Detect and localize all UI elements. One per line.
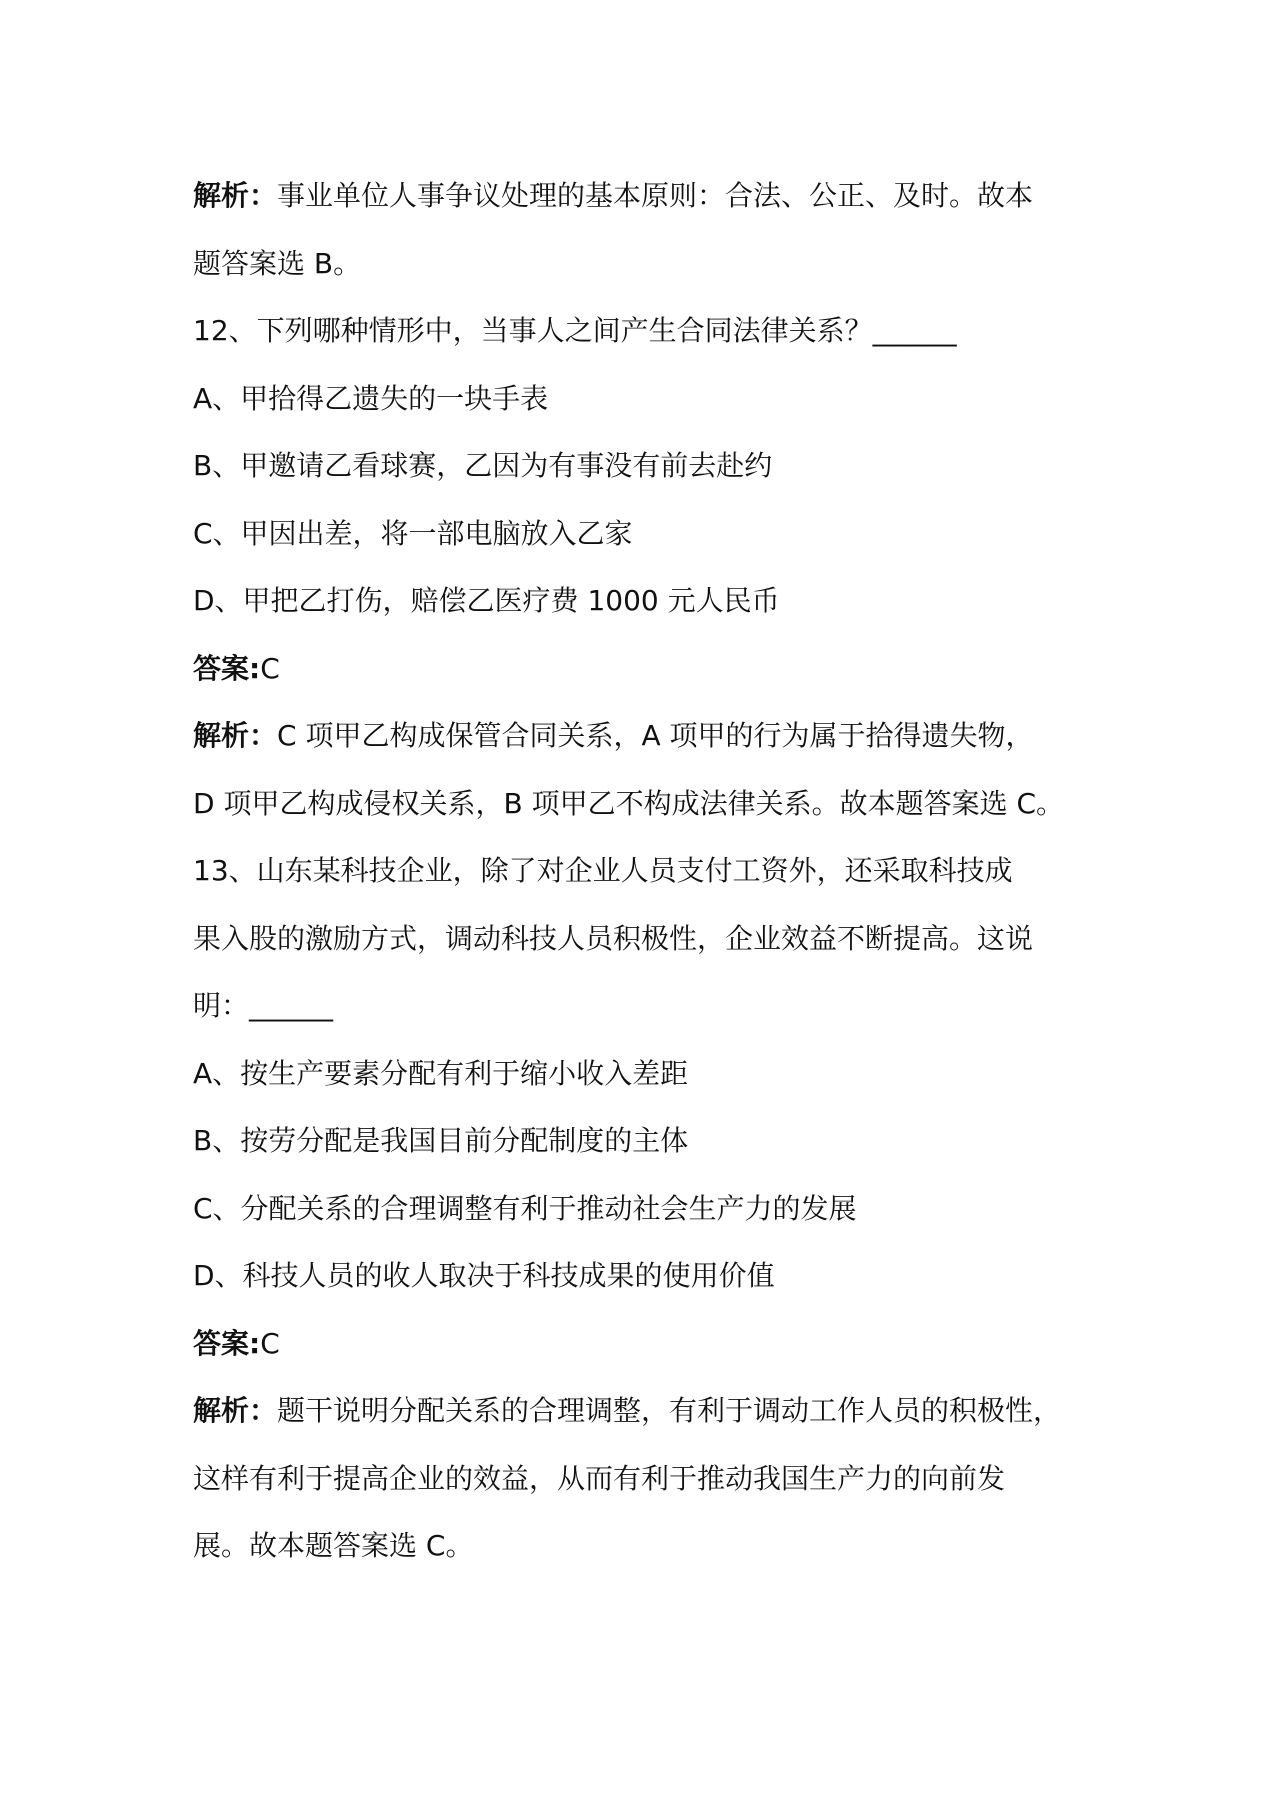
analysis-11-line-1 (193, 162, 1093, 230)
answer-value: C (260, 651, 280, 685)
question-13-line-3 (193, 972, 1093, 1040)
question-13-answer (193, 1310, 1093, 1378)
analysis-text: 题干说明分配关系的合理调整，有利于调动工作人员的积极性， (277, 1394, 1062, 1427)
analysis-label: 解析： (193, 179, 278, 212)
question-text: 12、下列哪种情形中，当事人之间产生合同法律关系？______ (193, 314, 957, 347)
analysis-label: 解析： (193, 1394, 278, 1427)
question-13-option-a (193, 1040, 1093, 1108)
question-12-analysis-line-2 (193, 770, 1093, 838)
option-text: C、甲因出差，将一部电脑放入乙家 (193, 516, 633, 550)
question-13-analysis-line-1 (193, 1377, 1093, 1445)
analysis-label: 解析： (193, 719, 278, 752)
analysis-11-line-2 (193, 230, 1093, 298)
question-12 (193, 297, 1093, 365)
answer-value: C (260, 1326, 280, 1360)
option-text: B、甲邀请乙看球赛，乙因为有事没有前去赴约 (193, 449, 773, 482)
question-12-option-c (193, 500, 1093, 568)
option-text: C、分配关系的合理调整有利于推动社会生产力的发展 (193, 1191, 857, 1225)
question-13-option-d (193, 1242, 1093, 1310)
question-12-answer (193, 635, 1093, 703)
question-12-option-d (193, 567, 1093, 635)
analysis-text: C 项甲乙构成保管合同关系，A 项甲的行为属于拾得遗失物， (277, 719, 1034, 752)
option-text: D、科技人员的收人取决于科技成果的使用价值 (193, 1259, 775, 1292)
document-body (193, 162, 1093, 1580)
analysis-text: 事业单位人事争议处理的基本原则：合法、公正、及时。故本 (277, 179, 1034, 212)
analysis-text: D 项甲乙构成侵权关系，B 项甲乙不构成法律关系。故本题答案选 C。 (193, 786, 1065, 820)
analysis-text: 这样有利于提高企业的效益，从而有利于推动我国生产力的向前发 (193, 1461, 1006, 1495)
answer-label: 答案: (193, 1326, 261, 1360)
question-13-analysis-line-2 (193, 1445, 1093, 1513)
option-text: D、甲把乙打伤，赔偿乙医疗费 1000 元人民币 (193, 584, 780, 617)
question-13-option-c (193, 1175, 1093, 1243)
question-13-analysis-line-3 (193, 1512, 1093, 1580)
question-12-option-a (193, 365, 1093, 433)
option-text: A、甲拾得乙遗失的一块手表 (193, 381, 549, 415)
question-12-analysis-line-1 (193, 702, 1093, 770)
question-12-option-b (193, 432, 1093, 500)
question-13-line-1 (193, 837, 1093, 905)
analysis-text: 展。故本题答案选 C。 (193, 1529, 474, 1562)
option-text: A、按生产要素分配有利于缩小收入差距 (193, 1056, 689, 1090)
question-text: 果入股的激励方式，调动科技人员积极性，企业效益不断提高。这说 (193, 921, 1034, 955)
question-13-line-2 (193, 905, 1093, 973)
answer-label: 答案: (193, 651, 261, 685)
option-text: B、按劳分配是我国目前分配制度的主体 (193, 1124, 689, 1157)
question-text: 明：______ (193, 989, 334, 1022)
analysis-text: 题答案选 B。 (193, 246, 362, 280)
question-13-option-b (193, 1107, 1093, 1175)
question-text: 13、山东某科技企业，除了对企业人员支付工资外，还采取科技成 (193, 854, 1013, 887)
